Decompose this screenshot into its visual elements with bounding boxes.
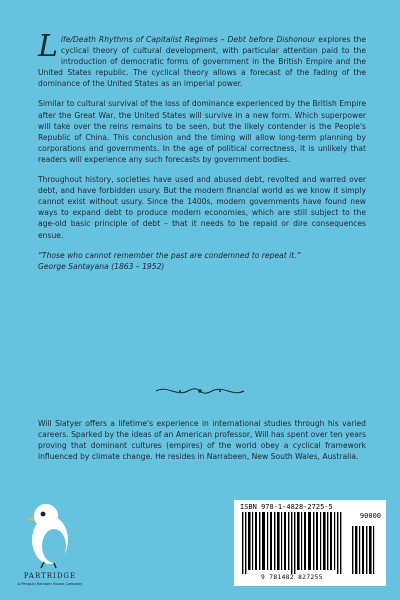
isbn-text: ISBN 978-1-4828-2725-5: [240, 503, 333, 511]
partridge-bird-icon: [14, 496, 86, 570]
blurb-paragraph-1: [38, 29, 366, 89]
publisher-name: PARTRIDGE: [23, 572, 77, 580]
quote-attribution: George Santayana (1863 – 1952): [38, 261, 165, 271]
price-code: 90000: [359, 512, 381, 520]
author-bio: Will Slatyer offers a lifetime's experience in international studies through his varied careers. Sparked by the ideas of an American professor, Will has spent over ten years proving that dominant cultures (empires) of the world obey a cyclical framework influenced by climate change. He resides in Narrabeen, New South Wales, Australia.: [38, 419, 366, 462]
epigraph-quote: [38, 250, 366, 272]
barcode-digits: 9 781482 827255: [261, 574, 323, 581]
ornament-divider-icon: [150, 384, 250, 398]
quote-text: “Those who cannot remember the past are condemned to repeat it.”: [38, 250, 301, 260]
blurb-paragraph-1-text: explores the cyclical theory of cultural development, with particular attention paid to the introduction of democratic forms of government in the British Empire and the United States republic. The cyclical theory allows a forecast of the fading of the dominance of the United States as an imperial power.: [38, 35, 366, 89]
barcode: [234, 500, 386, 586]
book-title-inline: ife/Death Rhythms of Capitalist Regimes – Debt before Dishonour: [60, 35, 316, 44]
blurb: [38, 29, 366, 281]
drop-cap: L: [38, 29, 58, 64]
publisher-logo: [14, 496, 86, 588]
barcode-bars-icon: [240, 512, 380, 574]
blurb-paragraph-3: Throughout history, societies have used and abused debt, revolted and warred over debt, and have forbidden usury. But the modern financial world as we know it simply cannot exist without usury. Since the 1400s, modern governments have found new ways to expand debt to produce modern economies, which are still subject to the age-old basic principle of debt – that it needs to be repaid or dire consequences ensue.: [38, 175, 366, 240]
blurb-paragraph-2: Similar to cultural survival of the loss of dominance experienced by the British Empire after the Great War, the United States will survive in a new form. Which superpower will take over the reins remains to be seen, but the likely contender is the People's Republic of China. This conclusion and the timing will allow long-term planning by corporations and governments. In the age of political correctness, it is unlikely that readers will experience any such forecasts by government bodies.: [38, 99, 366, 164]
publisher-tagline: A Penguin Random House Company: [17, 582, 83, 586]
